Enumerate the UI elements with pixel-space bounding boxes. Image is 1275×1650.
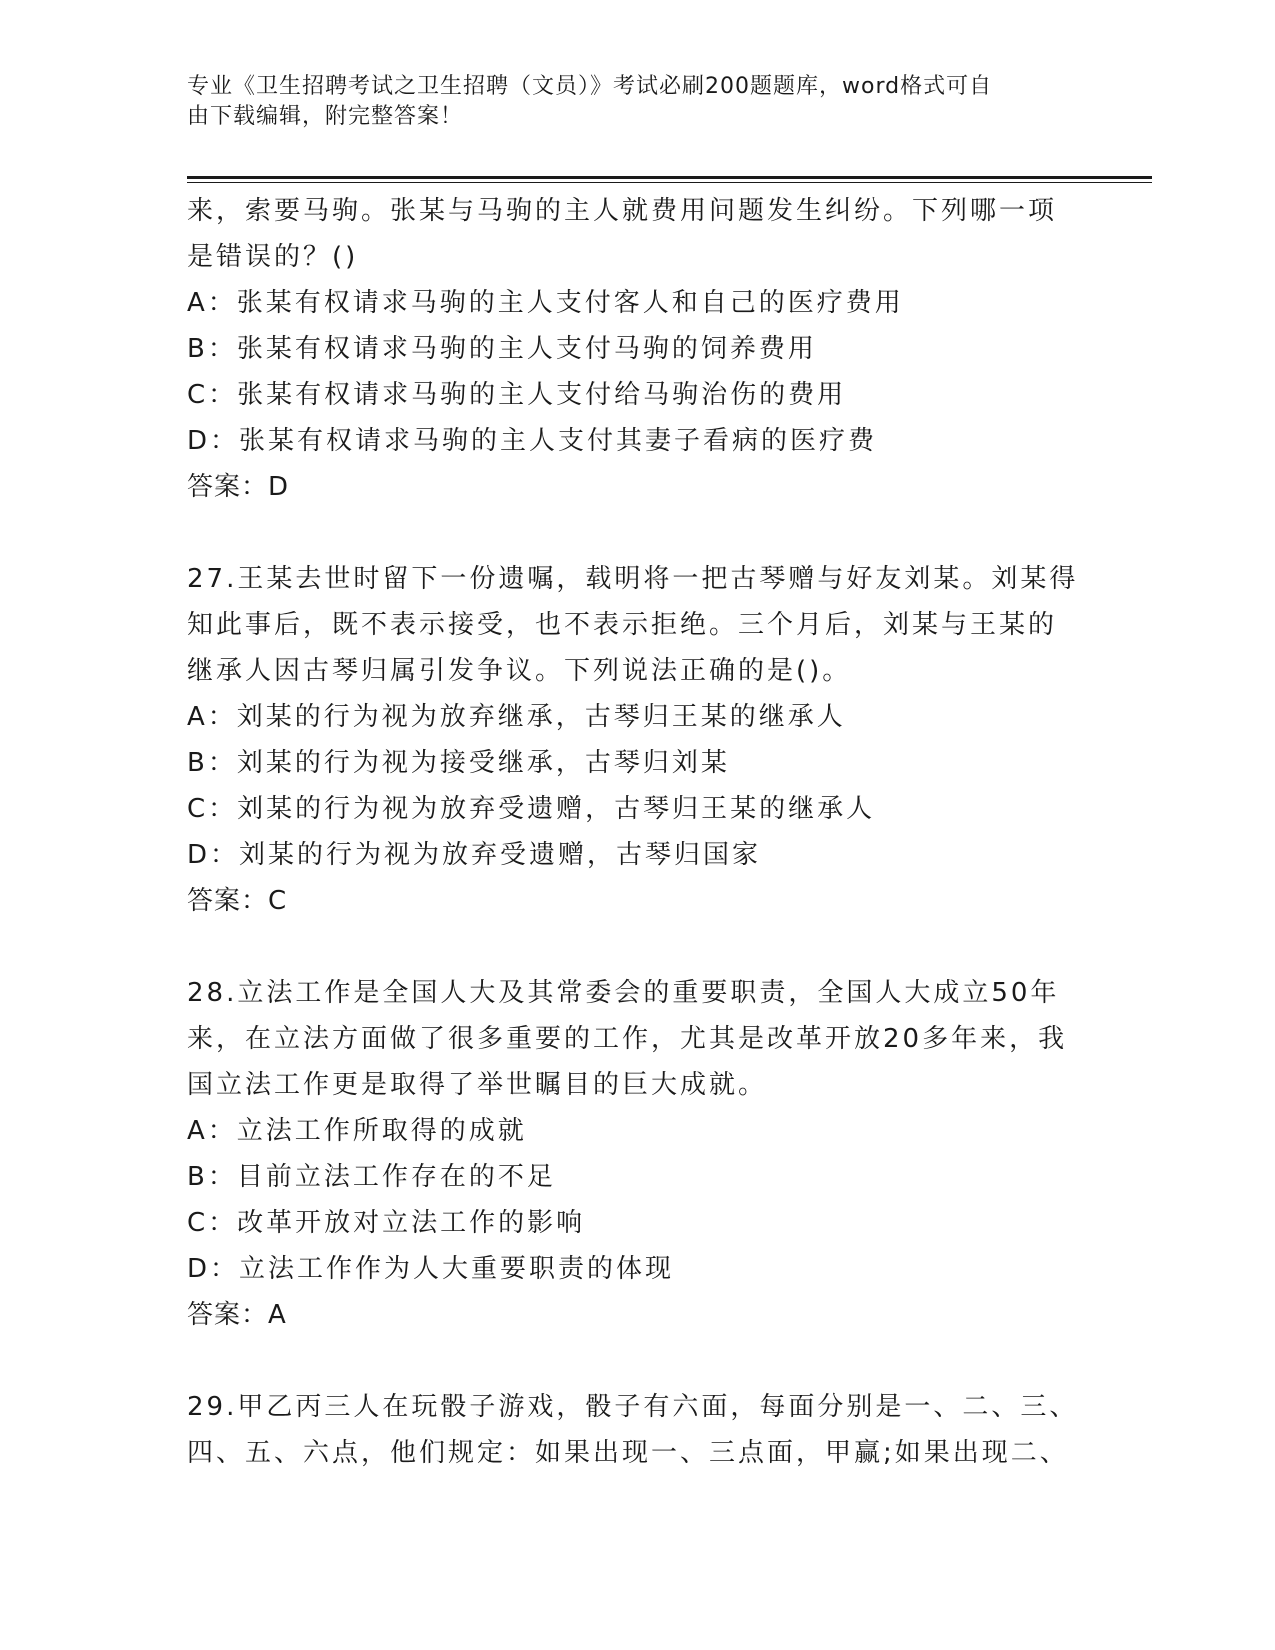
header-title-line-2: 由下载编辑，附完整答案！	[187, 104, 464, 129]
document-header	[187, 72, 1067, 132]
spacer	[187, 510, 1077, 556]
option-b: B：张某有权请求马驹的主人支付马驹的饲养费用	[187, 334, 817, 364]
header-title-line-1: 专业《卫生招聘考试之卫生招聘（文员）》考试必刷200题题库，word格式可自	[187, 74, 993, 99]
question-stem-line: 继承人因古琴归属引发争议。下列说法正确的是()。	[187, 656, 852, 686]
spacer	[187, 924, 1077, 970]
option-b: B：目前立法工作存在的不足	[187, 1162, 556, 1192]
option-c: C：刘某的行为视为放弃受遗赠，古琴归王某的继承人	[187, 794, 876, 824]
option-a: A：刘某的行为视为放弃继承，古琴归王某的继承人	[187, 702, 846, 732]
spacer	[187, 1338, 1077, 1384]
question-stem-line: 是错误的？()	[187, 242, 359, 272]
question-stem-line: 知此事后，既不表示接受，也不表示拒绝。三个月后，刘某与王某的	[187, 610, 1058, 640]
question-stem-line: 来，在立法方面做了很多重要的工作，尤其是改革开放20多年来，我	[187, 1024, 1068, 1054]
option-d: D：张某有权请求马驹的主人支付其妻子看病的医疗费	[187, 426, 878, 456]
option-c: C：张某有权请求马驹的主人支付给马驹治伤的费用	[187, 380, 847, 410]
header-divider-thick	[187, 176, 1152, 179]
question-26	[187, 188, 1077, 510]
option-b: B：刘某的行为视为接受继承，古琴归刘某	[187, 748, 730, 778]
question-stem-line: 四、五、六点，他们规定：如果出现一、三点面，甲赢;如果出现二、	[187, 1438, 1069, 1468]
question-27	[187, 556, 1077, 924]
answer-line: 答案：C	[187, 886, 288, 916]
question-stem-line: 27.王某去世时留下一份遗嘱，载明将一把古琴赠与好友刘某。刘某得	[187, 564, 1079, 594]
question-29	[187, 1384, 1077, 1476]
document-body	[187, 188, 1077, 1476]
question-stem-line: 国立法工作更是取得了举世瞩目的巨大成就。	[187, 1070, 768, 1100]
option-d: D：刘某的行为视为放弃受遗赠，古琴归国家	[187, 840, 762, 870]
answer-line: 答案：D	[187, 472, 290, 502]
question-28	[187, 970, 1077, 1338]
option-a: A：立法工作所取得的成就	[187, 1116, 527, 1146]
answer-line: 答案：A	[187, 1300, 287, 1330]
option-a: A：张某有权请求马驹的主人支付客人和自己的医疗费用	[187, 288, 904, 318]
option-c: C：改革开放对立法工作的影响	[187, 1208, 586, 1238]
question-stem-line: 28.立法工作是全国人大及其常委会的重要职责，全国人大成立50年	[187, 978, 1060, 1008]
option-d: D：立法工作作为人大重要职责的体现	[187, 1254, 675, 1284]
question-stem-line: 来，索要马驹。张某与马驹的主人就费用问题发生纠纷。下列哪一项	[187, 196, 1058, 226]
header-divider-thin	[187, 182, 1152, 183]
question-stem-line: 29.甲乙丙三人在玩骰子游戏，骰子有六面，每面分别是一、二、三、	[187, 1392, 1079, 1422]
